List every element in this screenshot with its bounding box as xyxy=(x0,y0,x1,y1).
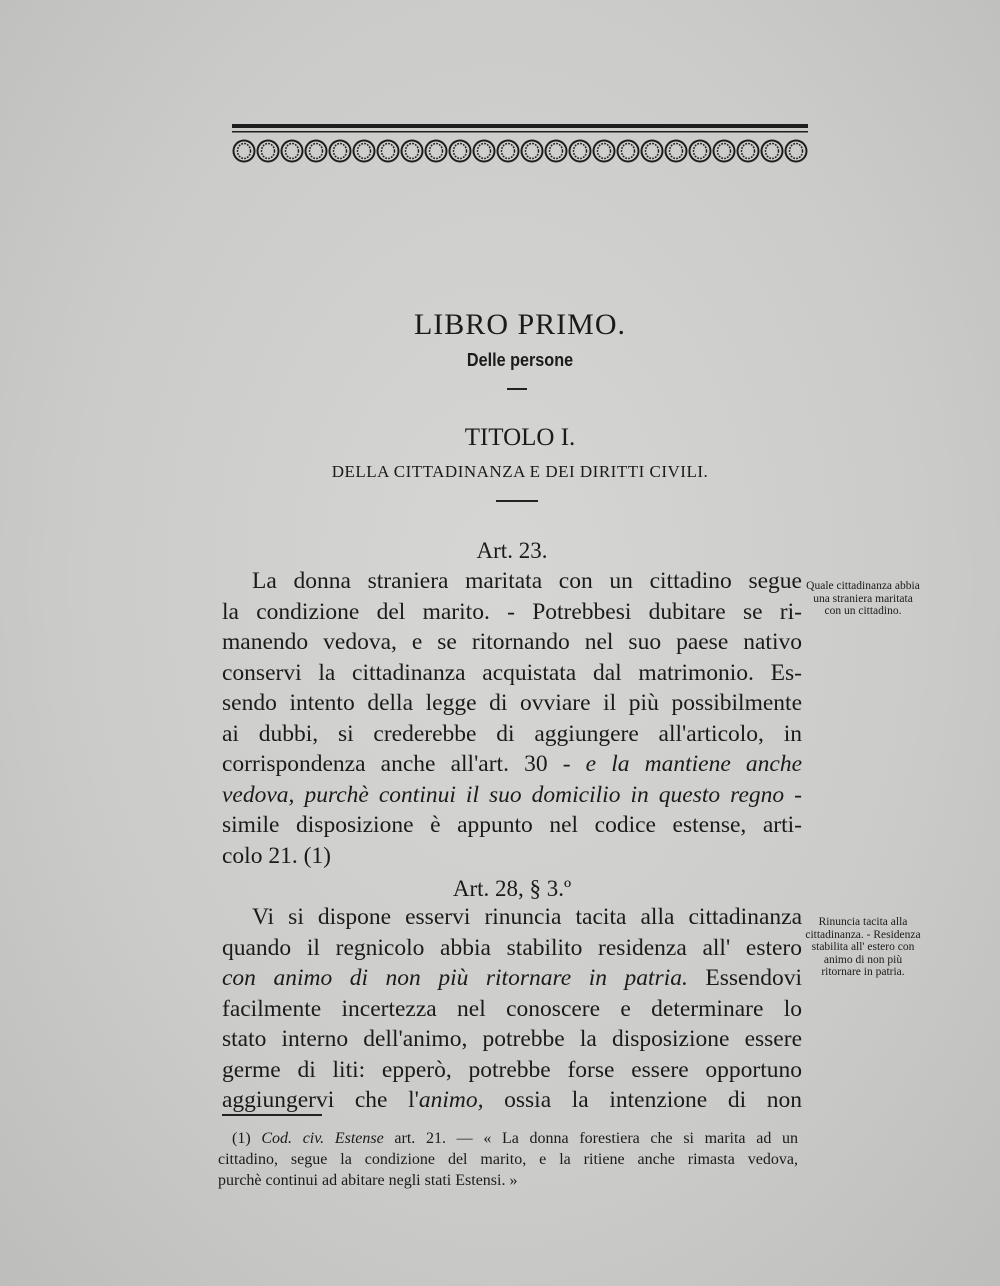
rosette-petals xyxy=(526,144,539,159)
article-28-text xyxy=(222,902,802,1116)
text-line: manendo vedova, e se ritornando nel suo paese nativo xyxy=(222,629,802,655)
text-line: La donna straniera maritata con un cittadino segue xyxy=(252,568,802,594)
rosette-petals xyxy=(766,144,779,159)
article-23-text xyxy=(222,566,802,871)
article-28-heading: Art. 28, § 3.º xyxy=(452,876,572,901)
rosette-petals xyxy=(742,144,755,159)
rosette-petals xyxy=(790,144,803,159)
rosette-petals xyxy=(694,144,707,159)
title-heading: TITOLO I. xyxy=(464,424,576,451)
rosette-petals xyxy=(550,144,563,159)
rosette-ornament xyxy=(594,141,615,162)
rosette-ornament xyxy=(378,141,399,162)
rosette-ornament xyxy=(330,141,351,162)
book-subtitle: Delle persone xyxy=(466,350,574,370)
book-title: LIBRO PRIMO. xyxy=(413,308,627,341)
rosette-ornament xyxy=(474,141,495,162)
rosette-petals xyxy=(670,144,683,159)
rosette-ornament xyxy=(258,141,279,162)
rosette-petals xyxy=(454,144,467,159)
italic-text: vedova, purchè continui il suo domicilio in questo regno xyxy=(222,781,785,808)
rosette-ornament xyxy=(690,141,711,162)
rosette-ornament xyxy=(762,141,783,162)
rosette-petals xyxy=(334,144,347,159)
rosette-ornament xyxy=(738,141,759,162)
text-line: la condizione del marito. - Potrebbesi dubitare se ri- xyxy=(222,598,802,625)
rosette-ornament xyxy=(546,141,567,162)
footnote-rule xyxy=(222,1114,322,1116)
rosette-petals xyxy=(646,144,659,159)
rosette-ornament xyxy=(498,141,519,162)
rosette-petals xyxy=(382,144,395,159)
rosette-petals xyxy=(238,144,251,159)
text-line xyxy=(222,963,802,994)
rosette-petals xyxy=(574,144,587,159)
text-line xyxy=(222,1085,802,1116)
rosette-petals xyxy=(478,144,491,159)
footnote-line xyxy=(218,1128,798,1149)
rosette-ornament xyxy=(786,141,807,162)
text-line: facilmente incertezza nel conoscere e determinare lo xyxy=(222,995,802,1022)
text-line: stato interno dell'animo, potrebbe la disposizione essere xyxy=(222,1026,802,1052)
text-line-part: aggiungervi che l' xyxy=(222,1087,419,1113)
rosette-petals xyxy=(502,144,515,159)
rosette-petals xyxy=(358,144,371,159)
text-line: sendo intento della legge di ovviare il più possibilmente xyxy=(222,690,802,716)
rosette-ornament xyxy=(282,141,303,162)
rosette-petals xyxy=(310,144,323,159)
rosette-ornament xyxy=(306,141,327,162)
rosette-ornament xyxy=(666,141,687,162)
text-line: simile disposizione è appunto nel codice estense, arti- xyxy=(222,812,802,838)
divider-rule xyxy=(496,500,538,502)
margin-note-art-23: Quale cittadinanza abbia una straniera maritata con un cittadino. xyxy=(806,580,920,617)
text-line: quando il regnicolo abbia stabilito residenza all' estero xyxy=(222,934,802,961)
italic-text: con animo di non più ritornare in patria. xyxy=(222,965,688,991)
text-line xyxy=(222,780,802,811)
footnote-source: Cod. civ. Estense xyxy=(261,1130,384,1147)
rosette-ornament xyxy=(450,141,471,162)
rosette-ornament xyxy=(642,141,663,162)
text-line: conservi la cittadinanza acquistata dal matrimonio. Es- xyxy=(222,659,802,686)
italic-text: animo, xyxy=(418,1087,484,1113)
rosette-petals xyxy=(406,144,419,159)
text-line: ai dubbi, si crederebbe di aggiungere all'articolo, in xyxy=(222,720,802,747)
rosette-ornament xyxy=(618,141,639,162)
text-line-part: Essendovi xyxy=(705,965,802,991)
article-23-heading: Art. 23. xyxy=(476,538,548,563)
margin-note-art-28: Rinuncia tacita alla cittadinanza. - Residenza stabilita all' estero con animo di non più ritornare in patria. xyxy=(805,916,921,978)
rosette-petals xyxy=(262,144,275,159)
text-line-part: art. 21. — « La donna forestiera che si marita ad un xyxy=(394,1130,799,1147)
rosette-petals xyxy=(430,144,443,159)
footnote-line: cittadino, segue la condizione del marito, e la ritiene anche rimasta vedova, xyxy=(218,1151,798,1168)
rosette-petals xyxy=(622,144,635,159)
rosette-petals xyxy=(718,144,731,159)
rosette-ornament xyxy=(570,141,591,162)
text-line-part: ossia la intenzione di non xyxy=(504,1087,802,1113)
text-line xyxy=(222,749,802,780)
section-heading: DELLA CITTADINANZA E DEI DIRITTI CIVILI. xyxy=(331,462,709,481)
divider-rule xyxy=(507,388,527,390)
text-line: Vi si dispone esservi rinuncia tacita alla cittadinanza xyxy=(252,904,802,930)
rosette-ornament xyxy=(714,141,735,162)
rosette-ornament xyxy=(354,141,375,162)
footnote xyxy=(218,1128,798,1191)
footnote-line: purchè continui ad abitare negli stati Estensi. » xyxy=(218,1172,518,1189)
text-line: germe di liti: epperò, potrebbe forse essere opportuno xyxy=(222,1056,802,1083)
rosette-petals xyxy=(286,144,299,159)
rosette-ornament xyxy=(426,141,447,162)
text-line-part: corrispondenza anche all'art. 30 - xyxy=(222,751,571,777)
rosette-ornament xyxy=(234,141,255,162)
text-line-part: - xyxy=(794,781,802,808)
rosette-petals xyxy=(598,144,611,159)
footnote-marker: (1) xyxy=(232,1130,251,1147)
text-line: colo 21. (1) xyxy=(222,842,331,869)
rosette-ornament xyxy=(402,141,423,162)
rosette-ornament xyxy=(522,141,543,162)
italic-text: e la mantiene anche xyxy=(585,751,802,777)
ornament-band xyxy=(232,124,808,168)
